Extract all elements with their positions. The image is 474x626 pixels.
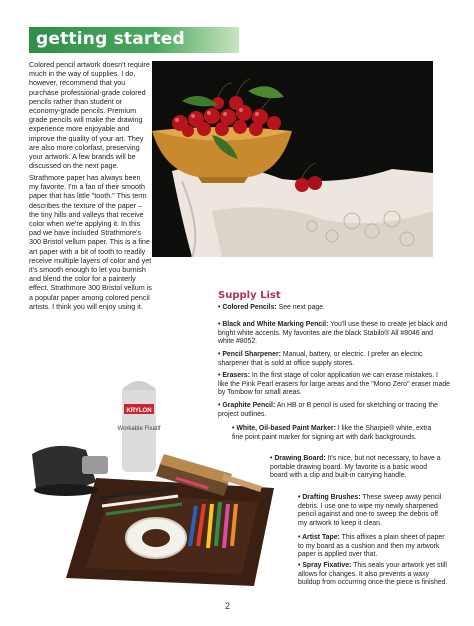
supply-list-title: Supply List bbox=[218, 290, 281, 301]
supplies-photo bbox=[26, 370, 291, 588]
supply-item-colored-pencils: • Colored Pencils: See next page. bbox=[218, 304, 325, 311]
supply-item-erasers: • Erasers: In the first stage of color application we can erase mistakes. I like the Pink Pearl erasers for large areas and the "Mono Zero" eraser made by Tombow for small areas. bbox=[218, 372, 451, 396]
supplies-image bbox=[26, 370, 291, 588]
supply-item-artist-tape: • Artist Tape: This affixes a plain sheet of paper to my board as a cushion and then my artwork paper is applied over that. bbox=[298, 534, 445, 558]
intro-paragraph-2: Strathmore paper has always been my favorite. I'm a fan of their smooth paper that has little "tooth." This term describes the texture of the paper – the tiny hills and valleys that receive color when we're applying it. In this pad we have included Strathmore's 300 Bristol vellum paper. This is a fine art paper with a bit of tooth to readily receive multiple layers of color and yet it's smooth enough to let you burnish and blend the color for a painterly effect. Strathmore 300 Bristol vellum is a popular paper among colored pencil artists. I think you will enjoy using it. bbox=[29, 173, 152, 311]
supply-item-paint-marker: • White, Oil-based Paint Marker: I like the Sharpie® white, extra fine point paint marker for signing art with dark backgrounds. bbox=[232, 425, 432, 441]
supply-item-pencil-sharpener: • Pencil Sharpener: Manual, battery, or electric. I prefer an electric sharpener that is sold at office supply stores. bbox=[218, 351, 423, 367]
cherry-bowl-image bbox=[152, 61, 433, 257]
section-title: getting started bbox=[36, 29, 185, 49]
supply-item-drawing-board: • Drawing Board: It's nice, but not necessary, to have a portable drawing board. My favorite is a basic wood board with a clip and built-in carrying handle. bbox=[270, 455, 441, 479]
intro-paragraph-1: Colored pencil artwork doesn't require much in the way of supplies. I do, however, recommend that you purchase professional-grade colored pencils rather than student or economy-grade pencils. Premium grade pencils will make the drawing experience more enjoyable and improve the quality of your art. They are also more colorfast, preserving your artwork. A few brands will be discussed on the next page. bbox=[29, 60, 150, 171]
supply-item-drafting-brushes: • Drafting Brushes: These sweep away pencil debris. I use one to wipe my newly sharpened pencil against and one to sweep the debris off my artwork to keep it clean. bbox=[298, 494, 442, 527]
supply-item-graphite-pencil: • Graphite Pencil: An HB or B pencil is used for sketching or tracing the project outlines. bbox=[218, 402, 438, 418]
cherry-painting bbox=[152, 61, 433, 257]
supply-item-marking-pencil: • Black and White Marking Pencil: You'll use these to create jet black and bright white accents. My favorites are the black Stabilo® All #8046 and white #8052. bbox=[218, 321, 448, 345]
supply-item-spray-fixative: • Spray Fixative: This seals your artwork yet still allows for changes. It also prevents a waxy buildup from occurring once the piece is finished. bbox=[298, 562, 448, 586]
section-banner bbox=[29, 27, 239, 53]
page-number: 2 bbox=[225, 601, 231, 611]
can-brand: KRYLON bbox=[126, 408, 152, 414]
can-label: Workable Fixatif bbox=[117, 426, 161, 432]
